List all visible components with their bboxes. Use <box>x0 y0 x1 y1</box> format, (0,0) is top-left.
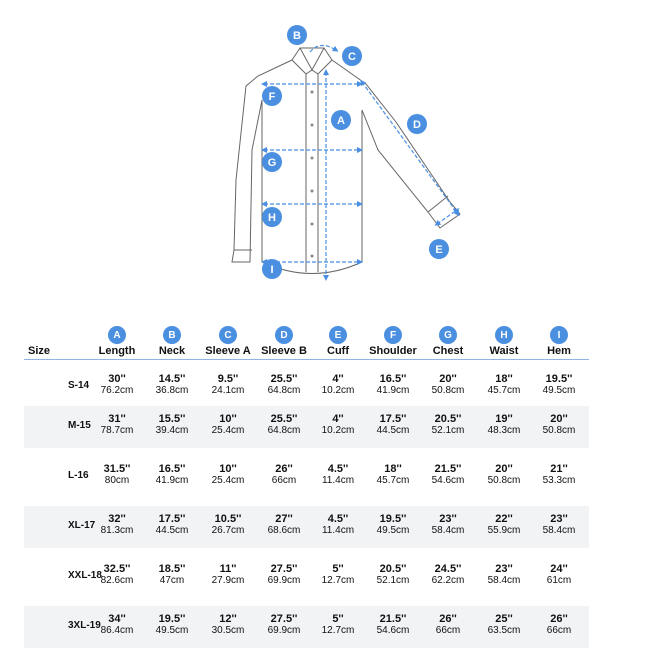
table-cell <box>308 373 368 397</box>
inch-value: 23'' <box>550 513 568 525</box>
svg-text:C: C <box>348 51 356 63</box>
inch-value: 25.5'' <box>270 373 298 385</box>
column-header-chest: Chest <box>432 345 464 357</box>
cm-value: 48.3cm <box>487 425 521 436</box>
inch-value: 18.5'' <box>158 563 186 575</box>
cm-value: 50.8cm <box>542 425 576 436</box>
table-cell <box>363 413 423 437</box>
cm-value: 25.4cm <box>211 475 245 486</box>
size-label: M-15 <box>68 420 91 431</box>
inch-value: 15.5'' <box>158 413 186 425</box>
column-badge-d: D <box>275 326 293 344</box>
badge-i <box>262 259 282 279</box>
column-header-length: Length <box>98 345 136 357</box>
shirt-measurement-diagram <box>0 0 653 300</box>
svg-text:E: E <box>435 244 443 256</box>
inch-value: 24'' <box>550 563 568 575</box>
cm-value: 52.1cm <box>376 575 410 586</box>
inch-value: 11'' <box>219 563 237 575</box>
inch-value: 18'' <box>495 373 513 385</box>
table-cell <box>254 463 314 487</box>
cm-value: 86.4cm <box>100 625 134 636</box>
cm-value: 44.5cm <box>376 425 410 436</box>
column-header-neck: Neck <box>158 345 186 357</box>
table-cell <box>198 613 258 637</box>
cm-value: 63.5cm <box>487 625 521 636</box>
column-badge-e: E <box>329 326 347 344</box>
table-cell <box>474 413 534 437</box>
measurement-badges <box>262 25 449 279</box>
table-cell <box>363 613 423 637</box>
cm-value: 45.7cm <box>487 385 521 396</box>
table-cell <box>418 513 478 537</box>
table-cell <box>418 563 478 587</box>
inch-value: 30'' <box>108 373 126 385</box>
table-cell <box>198 413 258 437</box>
cm-value: 82.6cm <box>100 575 134 586</box>
size-label: XXL-18 <box>68 570 102 581</box>
table-cell <box>254 613 314 637</box>
cm-value: 54.6cm <box>376 625 410 636</box>
cm-value: 25.4cm <box>211 425 245 436</box>
table-row <box>24 606 589 648</box>
cm-value: 47cm <box>159 575 185 586</box>
cm-value: 49.5cm <box>542 385 576 396</box>
table-cell <box>529 613 589 637</box>
cm-value: 69.9cm <box>267 625 301 636</box>
inch-value: 32'' <box>108 513 126 525</box>
table-cell <box>308 563 368 587</box>
table-cell <box>142 613 202 637</box>
inch-value: 31.5'' <box>103 463 131 475</box>
table-cell <box>529 413 589 437</box>
cm-value: 66cm <box>546 625 572 636</box>
column-header-cuff: Cuff <box>327 345 349 357</box>
badge-f <box>262 86 282 106</box>
inch-value: 20.5'' <box>379 563 407 575</box>
table-cell <box>198 463 258 487</box>
size-column-header: Size <box>28 345 51 357</box>
inch-value: 20'' <box>495 463 513 475</box>
inch-value: 12'' <box>219 613 237 625</box>
cm-value: 80cm <box>104 475 130 486</box>
inch-value: 20.5'' <box>434 413 462 425</box>
size-label: XL-17 <box>68 520 96 531</box>
table-cell <box>87 513 147 537</box>
cm-value: 49.5cm <box>376 525 410 536</box>
table-cell <box>529 373 589 397</box>
table-row <box>24 366 589 408</box>
cm-value: 10.2cm <box>321 385 355 396</box>
table-cell <box>529 513 589 537</box>
inch-value: 16.5'' <box>158 463 186 475</box>
inch-value: 27.5'' <box>270 613 298 625</box>
table-cell <box>87 613 147 637</box>
cm-value: 24.1cm <box>211 385 245 396</box>
table-cell <box>142 463 202 487</box>
size-label: L-16 <box>68 470 89 481</box>
table-cell <box>529 463 589 487</box>
column-badge-c: C <box>219 326 237 344</box>
inch-value: 19'' <box>495 413 513 425</box>
badge-g <box>262 152 282 172</box>
inch-value: 19.5'' <box>545 373 573 385</box>
table-cell <box>474 463 534 487</box>
svg-text:B: B <box>293 30 301 42</box>
cm-value: 30.5cm <box>211 625 245 636</box>
inch-value: 27'' <box>275 513 293 525</box>
table-cell <box>418 463 478 487</box>
cm-value: 41.9cm <box>155 475 189 486</box>
column-header-waist: Waist <box>489 345 519 357</box>
column-header-hem: Hem <box>547 345 571 357</box>
inch-value: 20'' <box>439 373 457 385</box>
table-cell <box>142 563 202 587</box>
column-badge-b: B <box>163 326 181 344</box>
table-cell <box>474 373 534 397</box>
badge-b <box>287 25 307 45</box>
inch-value: 9.5'' <box>217 373 239 385</box>
inch-value: 17.5'' <box>379 413 407 425</box>
column-header-sleeve-a: Sleeve A <box>205 345 251 357</box>
cm-value: 26.7cm <box>211 525 245 536</box>
table-cell <box>87 463 147 487</box>
cm-value: 68.6cm <box>267 525 301 536</box>
inch-value: 21.5'' <box>379 613 407 625</box>
inch-value: 20'' <box>550 413 568 425</box>
table-cell <box>308 413 368 437</box>
inch-value: 18'' <box>384 463 402 475</box>
header-divider <box>24 359 589 360</box>
cm-value: 53.3cm <box>542 475 576 486</box>
cm-value: 10.2cm <box>321 425 355 436</box>
cm-value: 58.4cm <box>487 575 521 586</box>
svg-text:A: A <box>337 115 345 127</box>
inch-value: 24.5'' <box>434 563 462 575</box>
column-header-sleeve-b: Sleeve B <box>261 345 307 357</box>
table-row <box>24 556 589 598</box>
table-cell <box>142 513 202 537</box>
svg-text:G: G <box>267 157 277 169</box>
inch-value: 5'' <box>332 563 344 575</box>
cm-value: 12.7cm <box>321 575 355 586</box>
inch-value: 23'' <box>495 563 513 575</box>
cm-value: 69.9cm <box>267 575 301 586</box>
inch-value: 10'' <box>219 463 237 475</box>
cm-value: 58.4cm <box>431 525 465 536</box>
table-cell <box>254 513 314 537</box>
table-cell <box>254 563 314 587</box>
table-cell <box>198 563 258 587</box>
cm-value: 50.8cm <box>431 385 465 396</box>
table-cell <box>254 413 314 437</box>
column-badge-f: F <box>384 326 402 344</box>
table-cell <box>142 373 202 397</box>
inch-value: 26'' <box>550 613 568 625</box>
inch-value: 4.5'' <box>327 463 349 475</box>
table-cell <box>308 513 368 537</box>
inch-value: 26'' <box>275 463 293 475</box>
cm-value: 78.7cm <box>100 425 134 436</box>
svg-text:F: F <box>268 91 276 103</box>
badge-d <box>407 114 427 134</box>
cm-value: 11.4cm <box>321 525 355 536</box>
cm-value: 81.3cm <box>100 525 134 536</box>
table-cell <box>474 563 534 587</box>
column-header-shoulder: Shoulder <box>369 345 417 357</box>
inch-value: 25.5'' <box>270 413 298 425</box>
inch-value: 5'' <box>332 613 344 625</box>
table-cell <box>474 513 534 537</box>
cm-value: 64.8cm <box>267 425 301 436</box>
inch-value: 16.5'' <box>379 373 407 385</box>
cm-value: 49.5cm <box>155 625 189 636</box>
cm-value: 27.9cm <box>211 575 245 586</box>
table-cell <box>363 563 423 587</box>
inch-value: 27.5'' <box>270 563 298 575</box>
cm-value: 39.4cm <box>155 425 189 436</box>
column-badge-g: G <box>439 326 457 344</box>
inch-value: 17.5'' <box>158 513 186 525</box>
table-cell <box>308 463 368 487</box>
column-badge-a: A <box>108 326 126 344</box>
cm-value: 52.1cm <box>431 425 465 436</box>
table-cell <box>363 463 423 487</box>
table-cell <box>418 373 478 397</box>
cm-value: 44.5cm <box>155 525 189 536</box>
inch-value: 19.5'' <box>379 513 407 525</box>
svg-text:I: I <box>270 264 274 276</box>
size-label: S-14 <box>68 380 90 391</box>
cm-value: 41.9cm <box>376 385 410 396</box>
svg-text:D: D <box>413 119 421 131</box>
inch-value: 34'' <box>108 613 126 625</box>
table-cell <box>87 373 147 397</box>
table-cell <box>308 613 368 637</box>
table-cell <box>198 373 258 397</box>
table-cell <box>363 513 423 537</box>
column-badges <box>0 322 653 346</box>
table-cell <box>418 613 478 637</box>
cm-value: 36.8cm <box>155 385 189 396</box>
inch-value: 4'' <box>332 413 344 425</box>
table-cell <box>254 373 314 397</box>
inch-value: 4'' <box>332 373 344 385</box>
inch-value: 4.5'' <box>327 513 349 525</box>
inch-value: 19.5'' <box>158 613 186 625</box>
table-cell <box>198 513 258 537</box>
inch-value: 10'' <box>219 413 237 425</box>
inch-value: 31'' <box>108 413 126 425</box>
inch-value: 26'' <box>439 613 457 625</box>
column-badge-i: I <box>550 326 568 344</box>
inch-value: 32.5'' <box>103 563 131 575</box>
table-cell <box>363 373 423 397</box>
table-header <box>0 345 653 365</box>
inch-value: 14.5'' <box>158 373 186 385</box>
table-cell <box>142 413 202 437</box>
cm-value: 58.4cm <box>542 525 576 536</box>
cm-value: 45.7cm <box>376 475 410 486</box>
cm-value: 64.8cm <box>267 385 301 396</box>
inch-value: 23'' <box>439 513 457 525</box>
cm-value: 62.2cm <box>431 575 465 586</box>
cm-value: 66cm <box>271 475 297 486</box>
cm-value: 11.4cm <box>321 475 355 486</box>
cm-value: 50.8cm <box>487 475 521 486</box>
inch-value: 10.5'' <box>214 513 242 525</box>
inch-value: 21'' <box>550 463 568 475</box>
table-cell <box>474 613 534 637</box>
badge-e <box>429 239 449 259</box>
badge-a <box>331 110 351 130</box>
cm-value: 54.6cm <box>431 475 465 486</box>
table-cell <box>87 413 147 437</box>
svg-text:H: H <box>268 212 276 224</box>
table-cell <box>529 563 589 587</box>
cm-value: 66cm <box>435 625 461 636</box>
table-row <box>24 456 589 498</box>
cm-value: 61cm <box>546 575 572 586</box>
table-row <box>24 506 589 548</box>
table-row <box>24 406 589 448</box>
column-badge-h: H <box>495 326 513 344</box>
inch-value: 21.5'' <box>434 463 462 475</box>
table-cell <box>418 413 478 437</box>
cm-value: 76.2cm <box>100 385 134 396</box>
shirt-buttons <box>311 91 314 258</box>
cm-value: 55.9cm <box>487 525 521 536</box>
badge-c <box>342 46 362 66</box>
cm-value: 12.7cm <box>321 625 355 636</box>
inch-value: 22'' <box>495 513 513 525</box>
table-cell <box>87 563 147 587</box>
size-label: 3XL-19 <box>68 620 101 631</box>
inch-value: 25'' <box>495 613 513 625</box>
badge-h <box>262 207 282 227</box>
